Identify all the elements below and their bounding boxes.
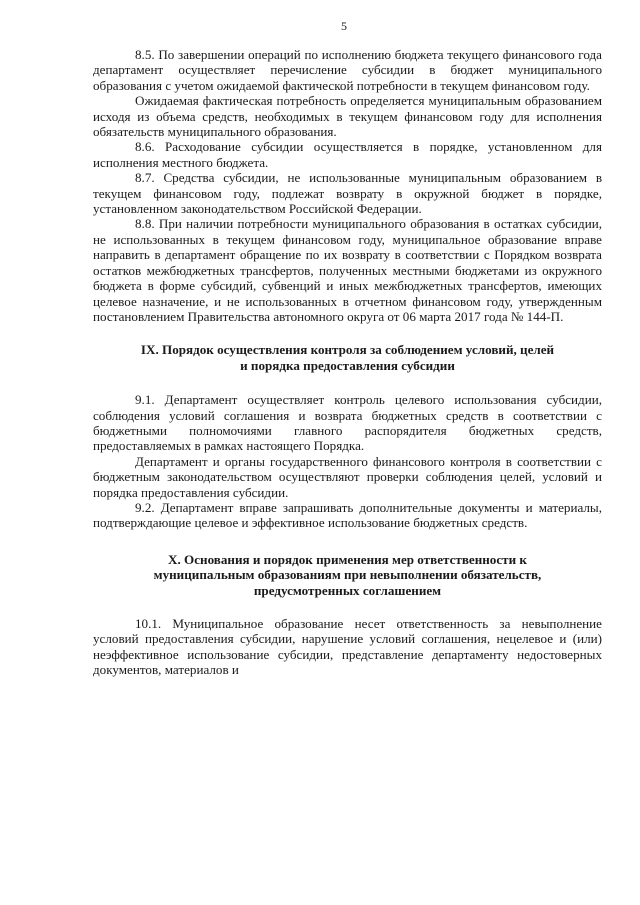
paragraph-9-2: 9.2. Департамент вправе запрашивать дополнительные документы и материалы, подтверждающие целевое и эффективное использование бюджетных средств.: [93, 499, 602, 531]
section-10-body: [93, 616, 602, 678]
section-x-heading-line-3: предусмотренных соглашением: [253, 582, 442, 598]
page-number: 5: [341, 19, 347, 33]
section-ix-heading-line-1: IX. Порядок осуществления контроля за соблюдением условий, целей: [140, 342, 555, 358]
paragraph-8-6: 8.6. Расходование субсидии осуществляется в порядке, установленном для исполнения местного бюджета.: [93, 139, 602, 170]
paragraph-9-1: 9.1. Департамент осуществляет контроль целевого использования субсидии, соблюдения условий соглашения и возврата бюджетных средств в соответствии с бюджетными полномочиями главного распорядителя бюджетных средств, предоставляемых в рамках настоящего Порядка.: [93, 392, 602, 454]
paragraph-8-7: 8.7. Средства субсидии, не использованные муниципальным образованием в текущем финансовом году, подлежат возврату в окружной бюджет в порядке, установленном законодательством Российской Федерации.: [93, 170, 602, 217]
section-x-heading: [93, 552, 602, 598]
section-9-body: [93, 392, 602, 531]
paragraph-8-5: 8.5. По завершении операций по исполнению бюджета текущего финансового года департамент осуществляет перечисление субсидии в бюджет муниципального образования с учетом ожидаемой фактической потребности в текущем финансовом году.: [93, 47, 602, 93]
paragraph-8-8: 8.8. При наличии потребности муниципального образования в остатках субсидии, не использованных в текущем финансовом году, муниципальное образование вправе направить в департамент обращение по их возврату в соответствии с Порядком возврата остатков межбюджетных трансфертов, полученных местными бюджетами из окружного бюджета в форме субсидий, субвенций и иных межбюджетных трансфертов, имеющих целевое назначение, и не использованных в отчетном финансовом году, утвержденным постановлением Правительства автономного округа от 06 марта 2017 года № 144-П.: [93, 216, 602, 324]
section-8-body: [93, 47, 602, 324]
section-ix-heading-line-2: и порядка предоставления субсидии: [240, 357, 455, 373]
section-x-heading-line-1: X. Основания и порядок применения мер ответственности к: [168, 551, 527, 567]
paragraph-10-1: 10.1. Муниципальное образование несет ответственность за невыполнение условий предоставления субсидии, нарушение условий соглашения, нецелевое и (или) неэффективное использование субсидии, представление департаменту недостоверных документов, материалов и: [93, 616, 602, 678]
paragraph-control-bodies: Департамент и органы государственного финансового контроля в соответствии с бюджетным законодательством осуществляют проверки соблюдения целей, условий и порядка предоставления субсидии.: [93, 453, 602, 500]
section-x-heading-line-2: муниципальным образованиям при невыполнении обязательств,: [153, 567, 542, 583]
document-body: [93, 47, 602, 678]
paragraph-expected-need: Ожидаемая фактическая потребность определяется муниципальным образованием исходя из объема средств, необходимых в текущем финансовом году для исполнения обязательств муниципального образования.: [93, 93, 602, 140]
section-ix-heading: [93, 342, 602, 373]
